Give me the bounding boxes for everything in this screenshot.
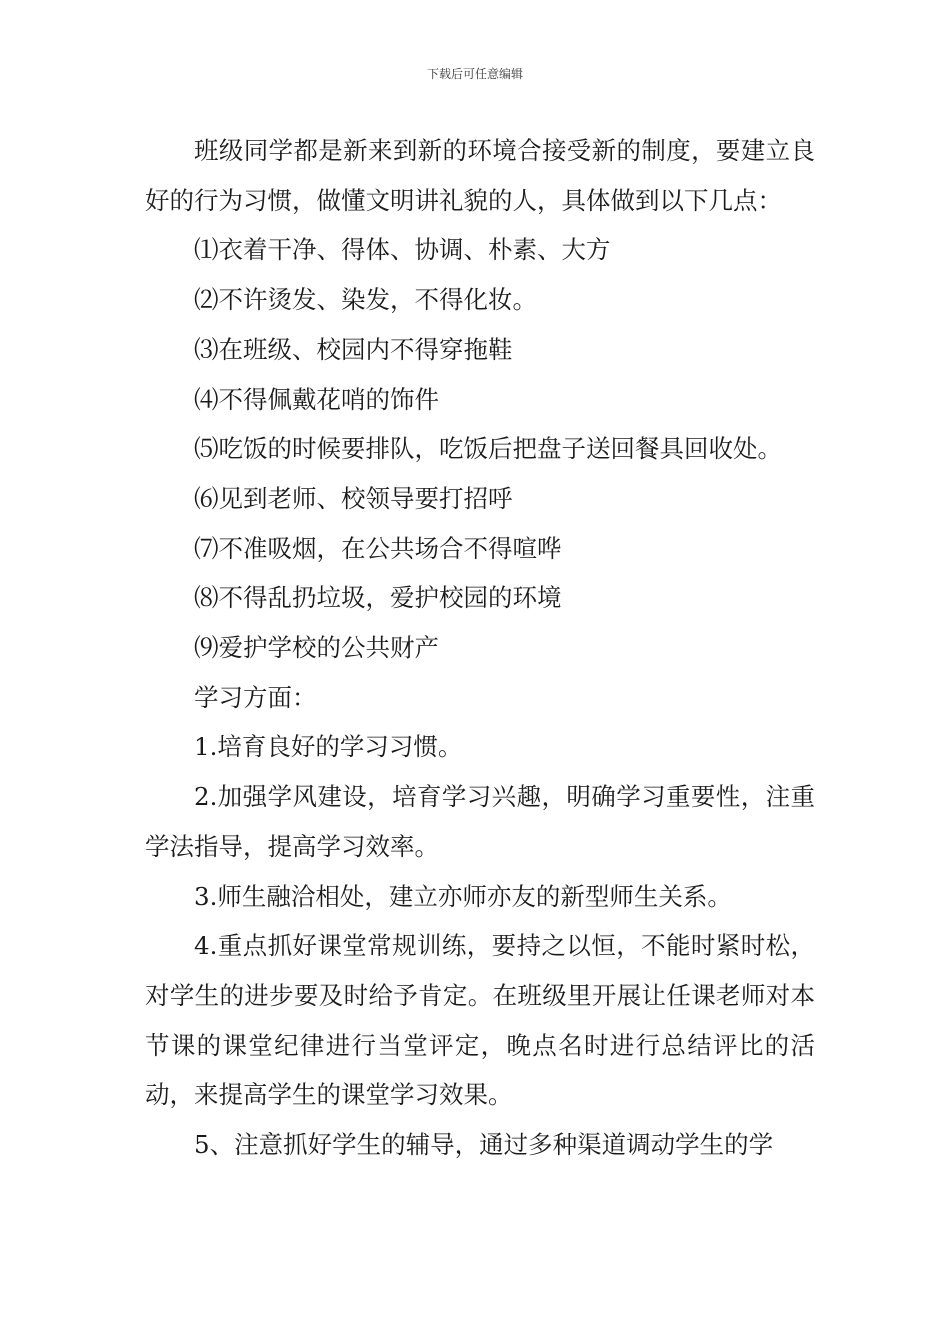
rule-item-1: ⑴衣着干净、得体、协调、朴素、大方 [194,235,611,265]
rule-item-9: ⑼爱护学校的公共财产 [194,633,439,663]
rule-item-2: ⑵不许烫发、染发，不得化妆。 [194,285,537,315]
rule-item-6: ⑹见到老师、校领导要打招呼 [194,483,513,513]
study-item-2: 2.加强学风建设，培育学习兴趣，明确学习重要性，注重学法指导，提高学习效率。 [145,782,815,861]
rule-item-5: ⑸吃饭的时候要排队，吃饭后把盘子送回餐具回收处。 [194,434,782,464]
rule-item-4: ⑷不得佩戴花哨的饰件 [194,384,439,414]
study-item-3: 3.师生融洽相处，建立亦师亦友的新型师生关系。 [194,881,732,911]
study-item-5: 5、注意抓好学生的辅导，通过多种渠道调动学生的学 [194,1130,774,1160]
page-header-note: 下载后可任意编辑 [426,67,523,81]
document-body [145,126,815,1170]
rule-item-3: ⑶在班级、校园内不得穿拖鞋 [194,334,513,364]
intro-paragraph: 班级同学都是新来到新的环境合接受新的制度，要建立良好的行为习惯，做懂文明讲礼貌的人，具体做到以下几点： [145,136,815,215]
study-section-heading: 学习方面： [194,682,317,712]
rule-item-7: ⑺不准吸烟，在公共场合不得喧哗 [194,533,562,563]
study-item-1: 1.培育良好的学习习惯。 [194,732,463,762]
rule-item-8: ⑻不得乱扔垃圾，爱护校园的环境 [194,583,562,613]
study-item-4: 4.重点抓好课堂常规训练，要持之以恒，不能时紧时松，对学生的进步要及时给予肯定。在班级里开展让任课老师对本节课的课堂纪律进行当堂评定，晚点名时进行总结评比的活动，来提高学生的课堂学习效果。 [145,931,815,1110]
